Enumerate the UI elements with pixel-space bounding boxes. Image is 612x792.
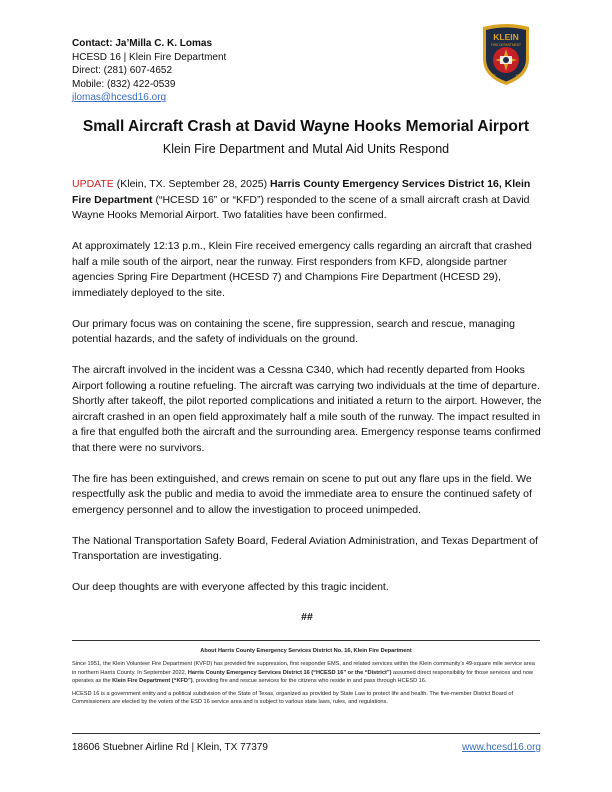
paragraph-6: The National Transportation Safety Board, Federal Aviation Administration, and Texas Department of Transportation are investigating. [72,534,538,562]
contact-mobile: Mobile: (832) 422-0539 [72,78,176,90]
about-section [72,647,540,712]
contact-name: Ja’Milla C. K. Lomas [115,38,213,49]
about-paragraph-1 [72,660,540,685]
footer-address: 18606 Stuebner Airline Rd | Klein, TX 77379 [72,742,268,753]
badge-est-right: 1951 [515,73,523,77]
about-bold-district: Harris County Emergency Services District 16 (“HCESD 16” or the “District”) [187,669,392,676]
paragraph-5: The fire has been extinguished, and crews remain on scene to put out any flare ups in the field. We respectfully ask the public and media to avoid the immediate area to ensure the continued safety of emergency personnel and to allow the investigation to proceed unimpeded. [72,472,532,516]
paragraph-1-rest: (“HCESD 16” or “KFD”) responded to the scene of a small aircraft crash at David Wayne Hooks Memorial Airport. Two fatalities have been confirmed. [72,193,530,221]
end-mark: ## [301,611,313,623]
paragraph-4: The aircraft involved in the incident was a Cessna C340, which had recently departed from Hooks Airport following a routine refueling. The aircraft was carrying two individuals at the time of departure. Shortly after takeoff, the pilot reported complications and initiated a return to the airport. However, the aircraft crashed in an open field approximately half a mile south of the runway. The impact resulted in a fire that engulfed both the aircraft and the surrounding area. Emergency response teams confirmed that there were no survivors. [72,364,542,454]
about-text-c: assumed direct responsibility for those services and now operates as the [72,669,533,684]
contact-email-link[interactable]: jlomas@hcesd16.org [72,92,167,104]
headline-title: Small Aircraft Crash at David Wayne Hooks Memorial Airport [82,118,530,135]
about-title: About Harris County Emergency Services District No. 16, Klein Fire Department [200,648,412,654]
contact-org: HCESD 16 | Klein Fire Department [72,51,227,63]
paragraph-1 [72,177,542,224]
badge-est-left: EST. [489,73,497,77]
klein-fire-department-badge-icon [479,23,533,87]
about-text-a: Since 1951, the Klein Volunteer Fire Department (KVFD) has provided fire suppression, first responder EMS, and related services within the Klein community’s 49-square mile service area in northern Harris County. In September 2022, [72,661,535,676]
about-paragraph-2: HCESD 16 is a government entity and a political subdivision of the State of Texas, organized as provided by State Law to protect life and health. The five-member District Board of Commissioners are elected by the voters of the ESD 16 service area and is subject to various state laws, rules, and regulations. [72,691,514,706]
paragraph-3: Our primary focus was on containing the scene, fire suppression, search and rescue, managing potential hazards, and the safety of individuals on the ground. [72,317,515,345]
press-release-body [72,177,542,641]
about-text-d: , providing fire and rescue services for the citizens who reside in and pass through HCESD 16. [192,677,427,684]
paragraph-2: At approximately 12:13 p.m., Klein Fire received emergency calls regarding an aircraft that crashed half a mile south of the airport, near the runway. First responders from KFD, alongside partner agencies Spring Fire Department (HCESD 7) and Champions Fire Department (HCESD 29), immediately deployed to the site. [72,240,532,299]
contact-block [72,37,226,105]
headline-subtitle: Klein Fire Department and Mutal Aid Units Respond [162,142,450,156]
contact-direct: Direct: (281) 607-4652 [72,65,173,77]
about-bold-kfd: Klein Fire Department (“KFD”) [112,677,193,684]
badge-top-text: KLEIN [493,32,519,42]
footer-divider [72,733,540,734]
badge-sub-text: FIRE DEPARTMENT [491,43,521,47]
dateline: (Klein, TX. September 28, 2025) [113,178,271,190]
contact-label: Contact: [72,38,113,49]
footer-website-link[interactable]: www.hcesd16.org [462,742,541,753]
paragraph-7: Our deep thoughts are with everyone affected by this tragic incident. [72,581,389,593]
about-divider [72,640,540,641]
agency-name: Harris County Emergency Services District 16, Klein Fire Department [72,178,531,206]
update-label: UPDATE [72,178,114,190]
